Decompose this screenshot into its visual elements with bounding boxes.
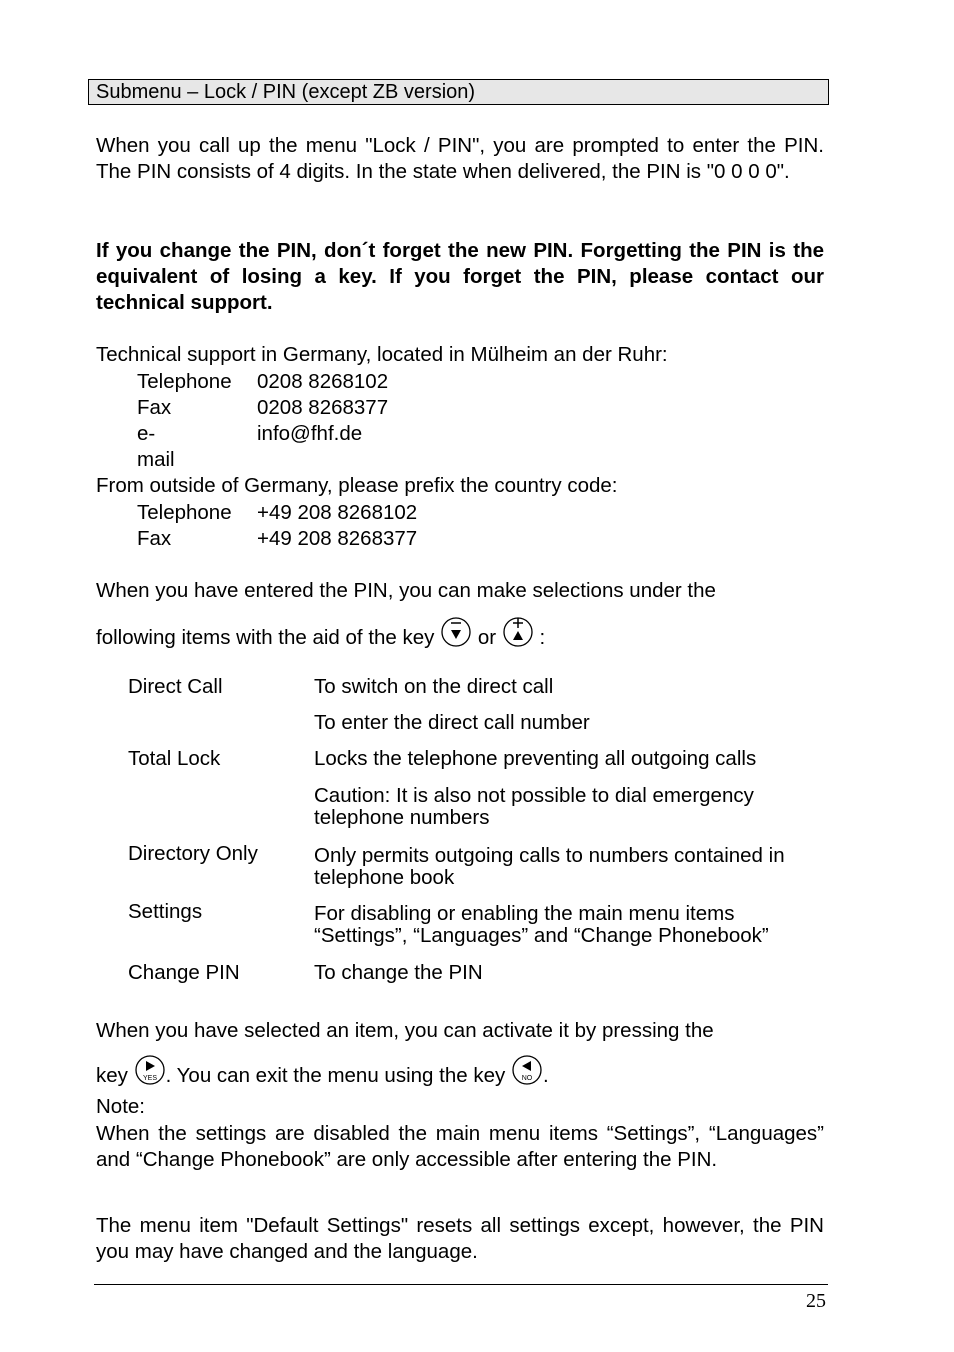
menu-item-desc: Caution: It is also not possible to dial emergency telephone numbers: [314, 784, 754, 829]
page-number: 25: [806, 1290, 826, 1312]
yes-key-label: YES: [142, 1075, 157, 1082]
selection-keys-line: [96, 616, 824, 651]
activate-end: .: [542, 1064, 549, 1087]
contact-value: +49 208 8268377: [257, 527, 418, 550]
contact-value: 0208 8268377: [257, 396, 389, 419]
no-key-icon: [511, 1054, 543, 1086]
menu-item-desc: For disabling or enabling the main menu items “Settings”, “Languages” and “Change Phonebook”: [314, 902, 769, 947]
pin-warning: If you change the PIN, don´t forget the new PIN. Forgetting the PIN is the equivalent of losing a key. If you forget the PIN, please contact our technical support.: [96, 239, 824, 314]
contact-label: Fax: [137, 396, 172, 419]
menu-item-desc: To switch on the direct call: [314, 675, 554, 698]
activate-intro-line: When you have selected an item, you can activate it by pressing the: [96, 1019, 714, 1042]
default-settings-paragraph: The menu item "Default Settings" resets all settings except, however, the PIN you may have changed and the language.: [96, 1214, 824, 1263]
menu-item-desc: To change the PIN: [314, 961, 483, 984]
no-key-label: NO: [521, 1075, 533, 1082]
down-key-icon: [440, 616, 472, 648]
yes-key-icon: [134, 1054, 166, 1086]
menu-item-desc: Only permits outgoing calls to numbers contained in telephone book: [314, 844, 785, 889]
selection-or-text: or: [477, 626, 497, 649]
note-text: When the settings are disabled the main menu items “Settings”, “Languages” and “Change Phonebook” are only accessible after entering the PIN.: [96, 1122, 824, 1171]
selection-text: following items with the aid of the key: [96, 626, 435, 649]
note-label: Note:: [96, 1095, 145, 1118]
up-key-icon: [502, 616, 534, 648]
contact-value: +49 208 8268102: [257, 501, 418, 524]
footer-divider: [94, 1284, 828, 1285]
contact-value: info@fhf.de: [257, 422, 363, 445]
selection-colon: :: [539, 626, 546, 649]
contact-label: Telephone: [137, 501, 232, 524]
contact-value: 0208 8268102: [257, 370, 389, 393]
support-abroad-heading: From outside of Germany, please prefix the country code:: [96, 474, 618, 497]
activate-keys-line: [96, 1054, 824, 1089]
menu-item-term: Total Lock: [128, 747, 221, 770]
contact-label: Fax: [137, 527, 172, 550]
section-header: Submenu – Lock / PIN (except ZB version): [88, 79, 829, 105]
intro-paragraph: When you call up the menu "Lock / PIN", you are prompted to enter the PIN. The PIN consists of 4 digits. In the state when delivered, the PIN is "0 0 0 0".: [96, 134, 824, 183]
contact-label: e-mail: [137, 422, 175, 471]
menu-item-desc: Locks the telephone preventing all outgoing calls: [314, 747, 757, 770]
activate-middle-text: . You can exit the menu using the key: [165, 1064, 506, 1087]
activate-key-word: key: [96, 1064, 128, 1087]
contact-label: Telephone: [137, 370, 232, 393]
menu-item-desc: To enter the direct call number: [314, 711, 590, 734]
menu-item-term: Settings: [128, 900, 203, 923]
menu-item-term: Direct Call: [128, 675, 223, 698]
support-germany-heading: Technical support in Germany, located in Mülheim an der Ruhr:: [96, 343, 668, 366]
menu-item-term: Directory Only: [128, 842, 258, 865]
menu-item-term: Change PIN: [128, 961, 240, 984]
selection-intro-line: When you have entered the PIN, you can make selections under the: [96, 579, 716, 602]
